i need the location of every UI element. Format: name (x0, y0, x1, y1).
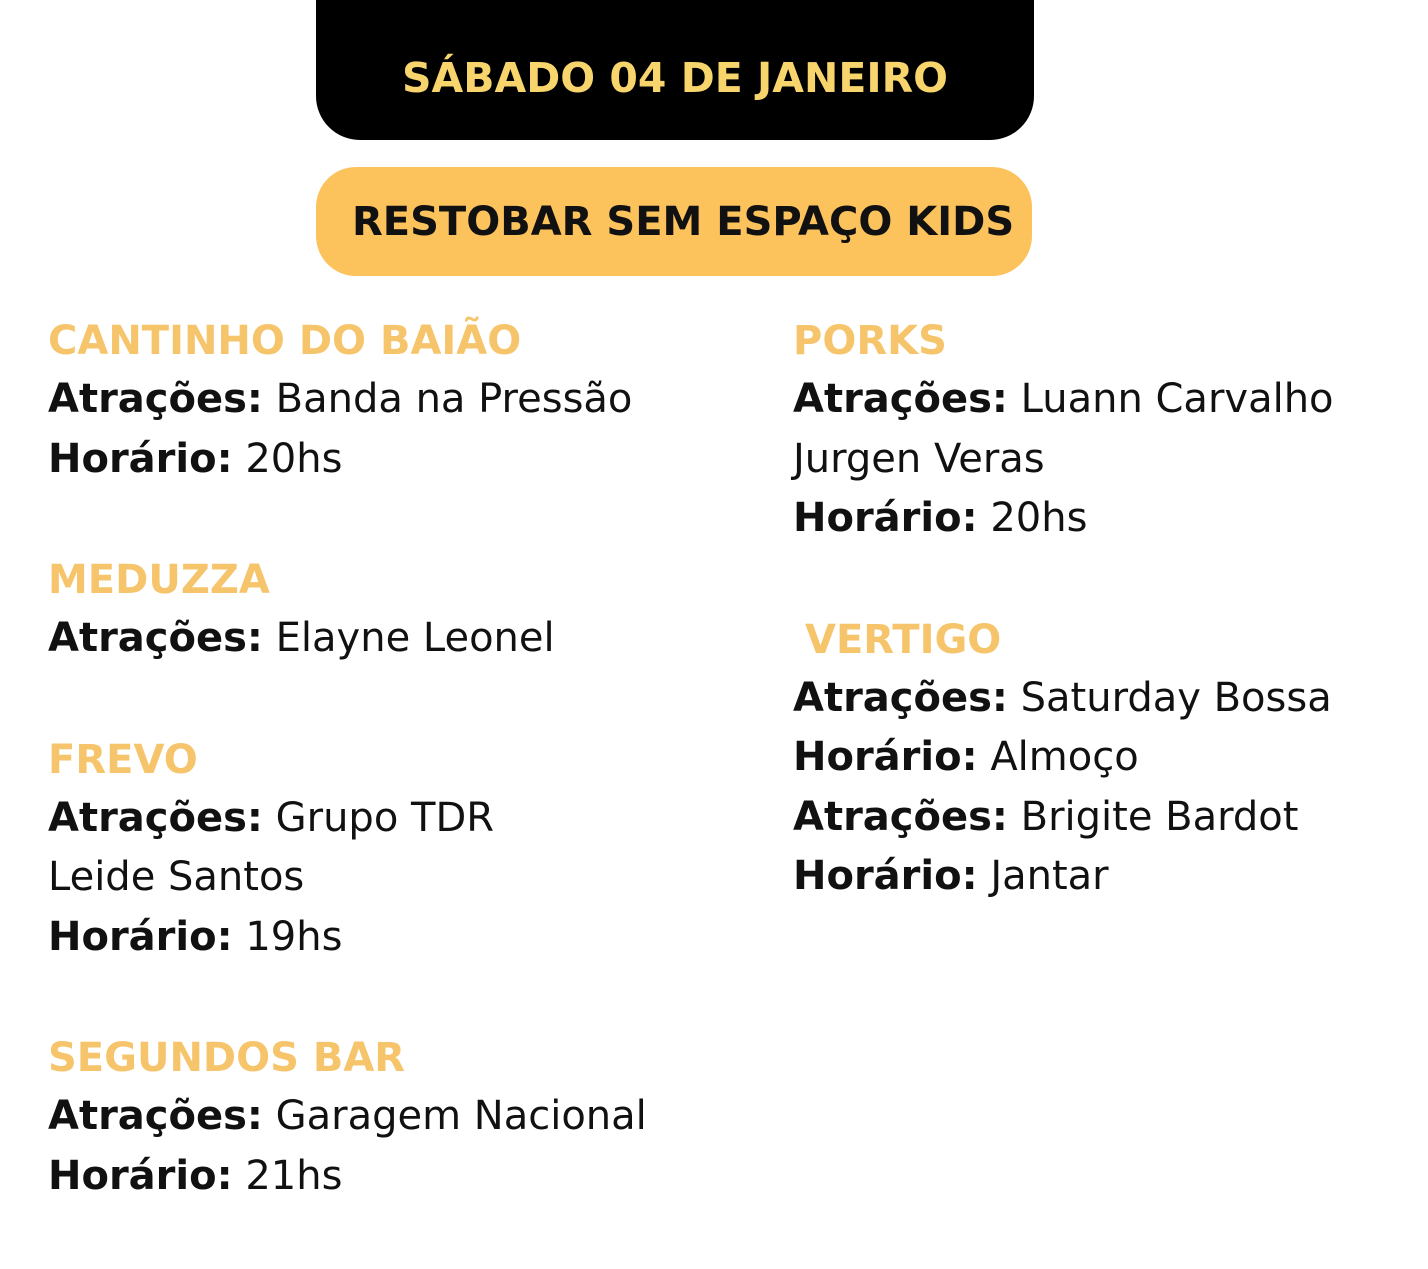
attractions-line (48, 789, 748, 849)
attractions-label: Atrações: (48, 794, 263, 841)
time-line (48, 908, 748, 968)
left-column (48, 312, 748, 1206)
attractions-value: Saturday Bossa (1020, 674, 1332, 721)
attractions-line (48, 609, 748, 669)
attractions-value: Elayne Leonel (275, 615, 555, 661)
time-label: Horário: (793, 853, 978, 899)
venue-frevo (48, 731, 748, 968)
attractions-line (48, 370, 748, 430)
attractions-label: Atrações: (793, 793, 1008, 840)
date-banner (316, 0, 1034, 140)
attractions-line (793, 370, 1413, 430)
attractions-label: Atrações: (48, 376, 263, 422)
attractions-line (793, 669, 1413, 729)
attractions-value: Banda na Pressão (275, 376, 633, 422)
time-label: Horário: (48, 435, 233, 482)
attractions-extra: Leide Santos (48, 854, 305, 900)
venue-name: SEGUNDOS BAR (48, 1035, 406, 1081)
time-value: Jantar (990, 853, 1109, 899)
time-label: Horário: (48, 913, 233, 960)
date-title: SÁBADO 04 DE JANEIRO (401, 54, 949, 102)
attractions-value: Brigite Bardot (1020, 793, 1299, 840)
time-label: Horário: (793, 734, 978, 780)
right-column (793, 312, 1413, 907)
attractions-label: Atrações: (793, 376, 1008, 422)
time-line (793, 489, 1413, 549)
attractions-label: Atrações: (48, 615, 263, 661)
attractions-label: Atrações: (793, 674, 1008, 721)
time-label: Horário: (793, 495, 978, 541)
time-line-2 (793, 847, 1413, 907)
subtitle-banner (316, 167, 1032, 276)
time-value: 20hs (990, 495, 1088, 541)
time-value: 20hs (245, 435, 343, 482)
time-value: 21hs (245, 1152, 343, 1199)
venue-name: MEDUZZA (48, 557, 270, 603)
venue-name: VERTIGO (805, 616, 1002, 663)
venue-segundos-bar (48, 1029, 748, 1206)
time-value: 19hs (245, 913, 343, 960)
venue-porks (793, 312, 1413, 549)
time-line (48, 1147, 748, 1207)
venue-name: PORKS (793, 318, 947, 364)
subtitle-text: RESTOBAR SEM ESPAÇO KIDS (352, 198, 1015, 245)
attractions-label: Atrações: (48, 1093, 263, 1139)
attractions-value: Garagem Nacional (275, 1093, 647, 1139)
venue-name: FREVO (48, 736, 198, 783)
venue-vertigo (793, 611, 1413, 907)
time-value: Almoço (990, 734, 1139, 780)
attractions-line-2 (793, 788, 1413, 848)
venue-name: CANTINHO DO BAIÃO (48, 318, 522, 364)
attractions-extra: Jurgen Veras (793, 435, 1045, 482)
attractions-value: Luann Carvalho (1020, 376, 1334, 422)
time-label: Horário: (48, 1152, 233, 1199)
attractions-value: Grupo TDR (275, 794, 495, 841)
venue-cantinho-do-baiao (48, 312, 748, 489)
time-line (793, 728, 1413, 788)
venue-meduzza (48, 551, 748, 669)
time-line (48, 430, 748, 490)
attractions-line (48, 1087, 748, 1147)
